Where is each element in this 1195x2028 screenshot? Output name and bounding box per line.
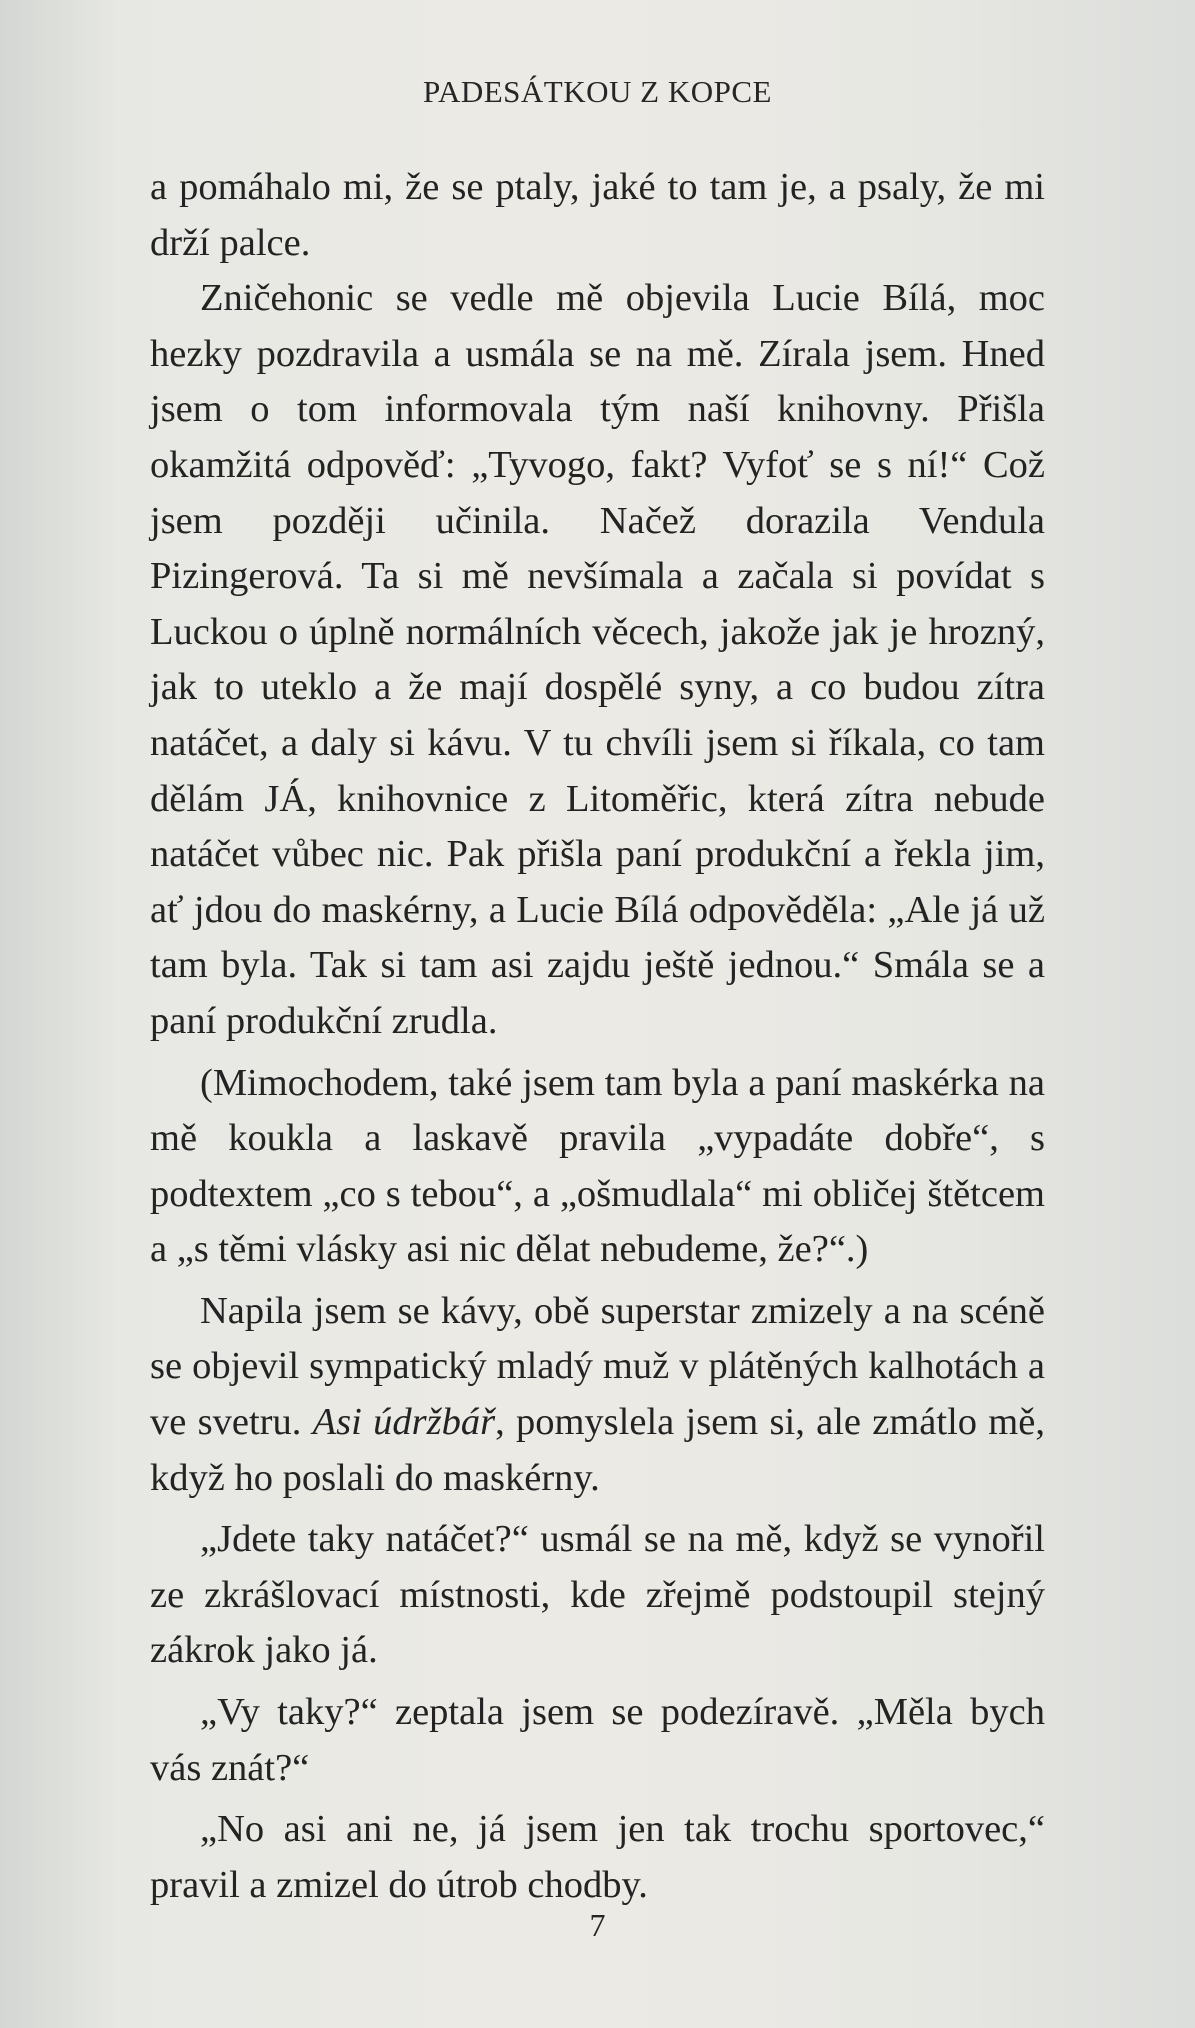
paragraph: a pomáhalo mi, že se ptaly, jaké to tam je, a psaly, že mi drží palce. [150, 166, 1045, 264]
paragraph [150, 1284, 1045, 1506]
paragraph: „Jdete taky natáčet?“ usmál se na mě, když se vynořil ze zkrášlovací místnosti, kde zřejmě podstoupil stejný zákrok jako já. [150, 1518, 1045, 1672]
paragraph-text: Napila jsem se kávy, obě superstar zmizely a na scéně se objevil sympatický mladý muž v plátěných kalhotách a ve svetru. [150, 1289, 1045, 1444]
body-text [150, 160, 1045, 1913]
italic-phrase: Asi údržbář [312, 1401, 496, 1444]
paragraph: Zničehonic se vedle mě objevila Lucie Bílá, moc hezky pozdravila a usmála se na mě. Zírala jsem. Hned jsem o tom informovala tým naší knihovny. Přišla okamžitá odpověď: „Tyvogo, fakt? Vyfoť se s ní!“ Což jsem později učinila. Načež dorazila Vendula Pizingerová. Ta si mě nevšímala a začala si povídat s Luckou o úplně normálních věcech, jakože jak je hrozný, jak to uteklo a že mají dospělé syny, a co budou zítra natáčet, a daly si kávu. V tu chvíli jsem si říkala, co tam dělám JÁ, knihovnice z Litoměřic, která zítra nebude natáčet vůbec nic. Pak přišla paní produkční a řekla jim, ať jdou do maskérny, a Lucie Bílá odpověděla: „Ale já už tam byla. Tak si tam asi zajdu ještě jednou.“ Smála se a paní produkční zrudla. [150, 277, 1045, 1042]
paragraph-text: , pomyslela jsem si, ale zmátlo mě, když ho poslali do maskérny. [150, 1401, 1045, 1499]
paragraph: „Vy taky?“ zeptala jsem se podezíravě. „Měla bych vás znát?“ [150, 1691, 1045, 1789]
page-number: 7 [589, 1907, 606, 1943]
running-header: PADESÁTKOU Z KOPCE [423, 74, 772, 109]
paragraph: (Mimochodem, také jsem tam byla a paní maskérka na mě koukla a laskavě pravila „vypadáte dobře“, s podtextem „co s tebou“, a „ošmudlala“ mi obličej štětcem a „s těmi vlásky asi nic dělat nebudeme, že?“.) [150, 1061, 1045, 1271]
paragraph: „No asi ani ne, já jsem jen tak trochu sportovec,“ pravil a zmizel do útrob chodby. [150, 1808, 1045, 1906]
